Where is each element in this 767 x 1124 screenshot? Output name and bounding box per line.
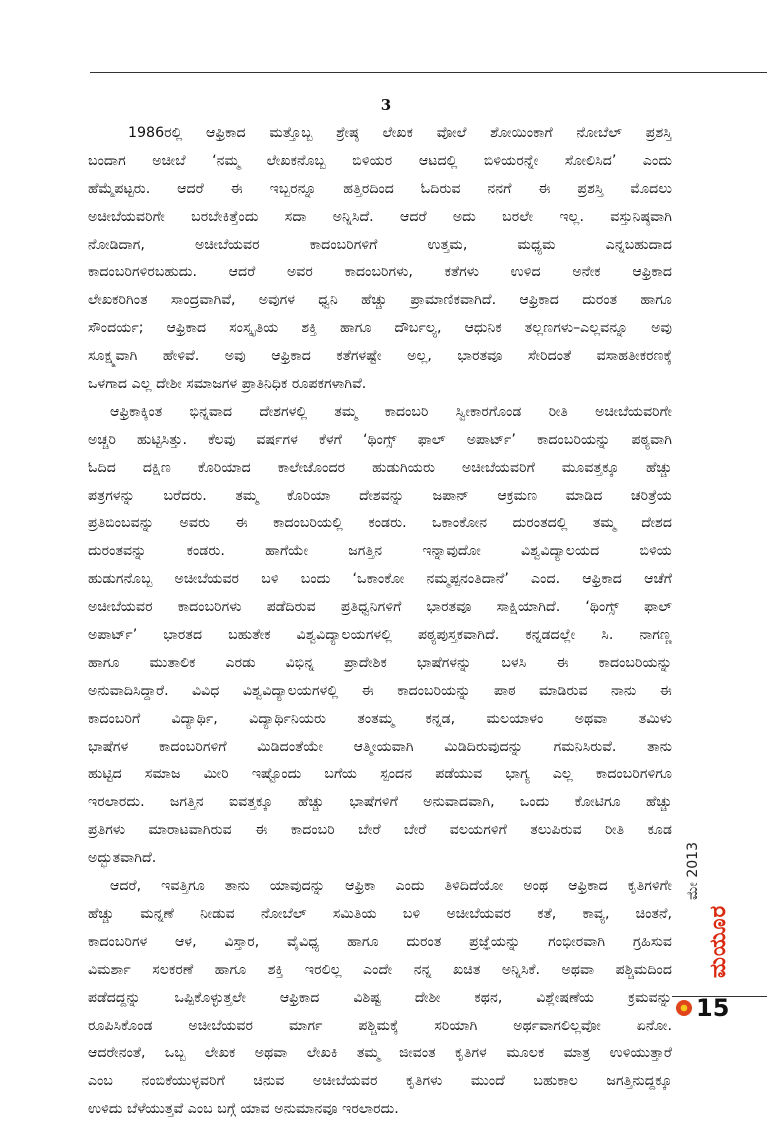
text-line: ಪ್ರತಿಗಳು ಮಾರಾಟವಾಗಿರುವ ಈ ಕಾದಂಬರಿ ಬೇರೆ ಬೇರೆ ವಲಯಗಳಿಗೆ ತಲುಪಿರುವ ರೀತಿ ಕೂಡ <box>88 822 672 839</box>
flower-icon <box>676 1000 692 1016</box>
paragraph-2 <box>88 399 672 873</box>
text-line: ಹೆಮ್ಮೆಪಟ್ಟರು. ಆದರೆ ಈ ಇಬ್ಬರನ್ನೂ ಹತ್ತಿರದಿಂದ ಓದಿರುವ ನನಗೆ ಈ ಪ್ರಶಸ್ತಿ ಮೊದಲು <box>88 180 672 197</box>
text-line: ಅಚೀಬೆಯವರಿಗೇ ಬರಬೇಕಿತ್ತೆಂದು ಸದಾ ಅನ್ನಿಸಿದೆ. ಆದರೆ ಅದು ಬರಲೇ ಇಲ್ಲ. ವಸ್ತುನಿಷ್ಠವಾಗಿ <box>88 208 672 225</box>
text-line: ದುರಂತವನ್ನು ಕಂಡರು. ಹಾಗೆಯೇ ಜಗತ್ತಿನ ಇನ್ನಾವುದೋ ವಿಶ್ವವಿದ್ಯಾಲಯದ ಬಿಳಿಯ <box>88 543 672 560</box>
text-line: ಅಪಾರ್ಟ್’ ಭಾರತದ ಬಹುತೇಕ ವಿಶ್ವವಿದ್ಯಾಲಯಗಳಲ್ಲಿ ಪಠ್ಯಪುಸ್ತಕವಾಗಿದೆ. ಕನ್ನಡದಲ್ಲೇ ಸಿ. ನಾಗಣ್ಣ <box>88 627 672 644</box>
text-line: ಆದರೇನಂತೆ, ಒಬ್ಬ ಲೇಖಕ ಅಥವಾ ಲೇಖಕಿ ತಮ್ಮ ಜೀವಂತ ಕೃತಿಗಳ ಮೂಲಕ ಮಾತ್ರ ಉಳಿಯುತ್ತಾರೆ <box>88 1045 672 1062</box>
text-line: ಬಂದಾಗ ಅಚೀಬೆ ‘ನಮ್ಮ ಲೇಖಕನೊಬ್ಬ ಬಿಳಿಯರ ಆಟದಲ್ಲಿ ಬಿಳಿಯರನ್ನೇ ಸೋಲಿಸಿದ’ ಎಂದು <box>88 152 672 169</box>
text-line: ಆದರೆ, ಇವತ್ತಿಗೂ ತಾನು ಯಾವುದನ್ನು ಆಫ್ರಿಕಾ ಎಂದು ತಿಳಿದಿದೆಯೋ ಅಂಥ ಆಫ್ರಿಕಾದ ಕೃತಿಗಳಿಗೇ <box>110 878 672 895</box>
text-line: ಪತ್ರಗಳನ್ನು ಬರೆದರು. ತಮ್ಮ ಕೊರಿಯಾ ದೇಶವನ್ನು ಜಪಾನ್ ಆಕ್ರಮಣ ಮಾಡಿದ ಚರಿತ್ರೆಯ <box>88 487 672 504</box>
text-line: ಅಚ್ಚರಿ ಹುಟ್ಟಿಸಿತ್ತು. ಕೆಲವು ವರ್ಷಗಳ ಕೆಳಗೆ ‘ಥಿಂಗ್ಸ್ ಫಾಲ್ ಅಪಾರ್ಟ್’ ಕಾದಂಬರಿಯನ್ನು ಪಠ್ಯವಾಗಿ <box>88 431 672 448</box>
text-line: ಉಳಿದು ಬೆಳೆಯುತ್ತವೆ ಎಂಬ ಬಗ್ಗೆ ಯಾವ ಅನುಮಾನವೂ ಇರಲಾರದು. <box>88 1101 399 1118</box>
text-line: ಕಾದಂಬರಿಗಳಿರಬಹುದು. ಆದರೆ ಅವರ ಕಾದಂಬರಿಗಳು, ಕತೆಗಳು ಉಳಿದ ಅನೇಕ ಆಫ್ರಿಕಾದ <box>88 264 672 281</box>
magazine-name: ಮಯೂರ <box>706 904 731 978</box>
text-line: ನೋಡಿದಾಗ, ಅಚೀಬೆಯವರ ಕಾದಂಬರಿಗಳಿಗೆ ಉತ್ತಮ, ಮಧ್ಯಮ ಎನ್ನಬಹುದಾದ <box>88 236 672 253</box>
section-number: 3 <box>380 96 392 114</box>
text-line: ಒಳಗಾದ ಎಲ್ಲ ದೇಶೀ ಸಮಾಜಗಳ ಪ್ರಾತಿನಿಧಿಕ ರೂಪಕಗಳಾಗಿವೆ. <box>88 376 367 393</box>
text-line: ಸೌಂದರ್ಯ; ಆಫ್ರಿಕಾದ ಸಂಸ್ಕೃತಿಯ ಶಕ್ತಿ ಹಾಗೂ ದೌರ್ಬಲ್ಯ, ಆಧುನಿಕ ತಲ್ಲಣಗಳು–ಎಲ್ಲವನ್ನೂ ಅವು <box>88 320 672 337</box>
paragraph-1 <box>88 120 672 399</box>
text-line: ಕಾದಂಬರಿಗೆ ವಿದ್ಯಾರ್ಥಿ, ವಿದ್ಯಾರ್ಥಿನಿಯರು ತಂತಮ್ಮ ಕನ್ನಡ, ಮಲಯಾಳಂ ಅಥವಾ ತಮಿಳು <box>88 710 672 727</box>
text-line: ಕಾದಂಬರಿಗಳ ಆಳ, ವಿಸ್ತಾರ, ವೈವಿಧ್ಯ ಹಾಗೂ ದುರಂತ ಪ್ರಜ್ಞೆಯನ್ನು ಗಂಭೀರವಾಗಿ ಗ್ರಹಿಸುವ <box>88 933 672 950</box>
text-line: ಲೇಖಕರಿಗಿಂತ ಸಾಂದ್ರವಾಗಿವೆ, ಅವುಗಳ ಧ್ವನಿ ಹೆಚ್ಚು ಪ್ರಾಮಾಣಿಕವಾಗಿದೆ. ಆಫ್ರಿಕಾದ ದುರಂತ ಹಾಗೂ <box>88 292 672 309</box>
text-line: ಇರಲಾರದು. ಜಗತ್ತಿನ ಐವತ್ತಕ್ಕೂ ಹೆಚ್ಚು ಭಾಷೆಗಳಿಗೆ ಅನುವಾದವಾಗಿ, ಒಂದು ಕೋಟಿಗೂ ಹೆಚ್ಚು <box>88 794 672 811</box>
text-line: 1986ರಲ್ಲಿ ಆಫ್ರಿಕಾದ ಮತ್ತೊಬ್ಬ ಶ್ರೇಷ್ಠ ಲೇಖಕ ವೋಲೆ ಶೋಯಿಂಕಾಗೆ ನೋಬೆಲ್ ಪ್ರಶಸ್ತಿ <box>128 125 672 141</box>
issue-date-block <box>683 820 703 900</box>
text-line: ಅದ್ಭುತವಾಗಿದೆ. <box>88 850 157 867</box>
text-line: ಅನುವಾದಿಸಿದ್ದಾರೆ. ವಿವಿಧ ವಿಶ್ವವಿದ್ಯಾಲಯಗಳಲ್ಲಿ ಈ ಕಾದಂಬರಿಯನ್ನು ಪಾಠ ಮಾಡಿರುವ ನಾನು ಈ <box>88 682 672 699</box>
text-line: ಆಫ್ರಿಕಾಕ್ಕಿಂತ ಭಿನ್ನವಾದ ದೇಶಗಳಲ್ಲಿ ತಮ್ಮ ಕಾದಂಬರಿ ಸ್ವೀಕಾರಗೊಂಡ ರೀತಿ ಅಚೀಬೆಯವರಿಗೇ <box>110 403 672 420</box>
article-body <box>88 120 672 1124</box>
text-line: ಹೆಚ್ಚು ಮನ್ನಣೆ ನೀಡುವ ನೋಬೆಲ್ ಸಮಿತಿಯ ಬಳಿ ಅಚೀಬೆಯವರ ಕತೆ, ಕಾವ್ಯ, ಚಿಂತನೆ, <box>88 905 672 922</box>
text-line: ಪಡೆದದ್ದನ್ನು ಒಪ್ಪಿಕೊಳ್ಳುತ್ತಲೇ ಆಫ್ರಿಕಾದ ವಿಶಿಷ್ಟ ದೇಶೀ ಕಥನ, ವಿಶ್ಲೇಷಣೆಯ ಕ್ರಮವನ್ನು <box>88 989 672 1006</box>
text-line: ಭಾಷೆಗಳ ಕಾದಂಬರಿಗಳಿಗೆ ಮಿಡಿದಂತೆಯೇ ಆತ್ಮೀಯವಾಗಿ ಮಿಡಿದಿರುವುದನ್ನು ಗಮನಿಸಿರುವೆ. ತಾನು <box>88 738 672 755</box>
text-line: ಪ್ರತಿಬಿಂಬವನ್ನು ಅವರು ಈ ಕಾದಂಬರಿಯಲ್ಲಿ ಕಂಡರು. ಒಕಾಂಕೋನ ದುರಂತದಲ್ಲಿ ತಮ್ಮ ದೇಶದ <box>88 515 672 532</box>
text-line: ಎಂಬ ನಂಬಿಕೆಯುಳ್ಳವರಿಗೆ ಚಿನುವ ಅಚೀಬೆಯವರ ಕೃತಿಗಳು ಮುಂದೆ ಬಹುಕಾಲ ಜಗತ್ತಿನುದ್ದಕ್ಕೂ <box>88 1073 672 1090</box>
paragraph-3 <box>88 873 672 1124</box>
text-line: ಹುಡುಗನೊಬ್ಬ ಅಚೀಬೆಯವರ ಬಳಿ ಬಂದು ‘ಒಕಾಂಕೋ ನಮ್ಮಪ್ಪನಂತಿದಾನೆ’ ಎಂದ. ಆಫ್ರಿಕಾದ ಆಚೆಗೆ <box>88 571 672 588</box>
magazine-masthead <box>706 818 732 978</box>
text-line: ಹಾಗೂ ಮುತಾಲಿಕ ಎರಡು ವಿಭಿನ್ನ ಪ್ರಾದೇಶಿಕ ಭಾಷೆಗಳನ್ನು ಬಳಸಿ ಈ ಕಾದಂಬರಿಯನ್ನು <box>88 654 672 671</box>
text-line: ಓದಿದ ದಕ್ಷಿಣ ಕೊರಿಯಾದ ಕಾಲೇಜೊಂದರ ಹುಡುಗಿಯರು ಅಚೀಬೆಯವರಿಗೆ ಮೂವತ್ತಕ್ಕೂ ಹೆಚ್ಚು <box>88 459 672 476</box>
text-line: ರೂಪಿಸಿಕೊಂಡ ಅಚೀಬೆಯವರ ಮಾರ್ಗ ಪಶ್ಚಿಮಕ್ಕೆ ಸರಿಯಾಗಿ ಅರ್ಥವಾಗಲಿಲ್ಲವೋ ಏನೋ. <box>88 1017 672 1034</box>
text-line: ಹುಟ್ಟಿದ ಸಮಾಜ ಮೀರಿ ಇಷ್ಟೊಂದು ಬಗೆಯ ಸ್ಪಂದನ ಪಡೆಯುವ ಭಾಗ್ಯ ಎಲ್ಲ ಕಾದಂಬರಿಗಳಿಗೂ <box>88 766 672 783</box>
text-line: ವಿಮರ್ಶಾ ಸಲಕರಣೆ ಹಾಗೂ ಶಕ್ತಿ ಇರಲಿಲ್ಲ ಎಂದೇ ನನ್ನ ಖಚಿತ ಅನ್ನಿಸಿಕೆ. ಅಥವಾ ಪಶ್ಚಿಮದಿಂದ <box>88 961 672 978</box>
text-line: ಸೂಕ್ಷ್ಮವಾಗಿ ಹೇಳಿವೆ. ಅವು ಆಫ್ರಿಕಾದ ಕತೆಗಳಷ್ಟೇ ಅಲ್ಲ, ಭಾರತವೂ ಸೇರಿದಂತೆ ವಸಾಹತೀಕರಣಕ್ಕೆ <box>88 348 672 365</box>
issue-date: ಮೇ 2013 <box>685 842 701 900</box>
page-number: 15 <box>696 994 730 1022</box>
text-line: ಅಚೀಬೆಯವರ ಕಾದಂಬರಿಗಳು ಪಡೆದಿರುವ ಪ್ರತಿಧ್ವನಿಗಳಿಗೆ ಭಾರತವೂ ಸಾಕ್ಷಿಯಾಗಿದೆ. ‘ಥಿಂಗ್ಸ್ ಫಾಲ್ <box>88 599 672 616</box>
header-rule <box>90 72 767 73</box>
